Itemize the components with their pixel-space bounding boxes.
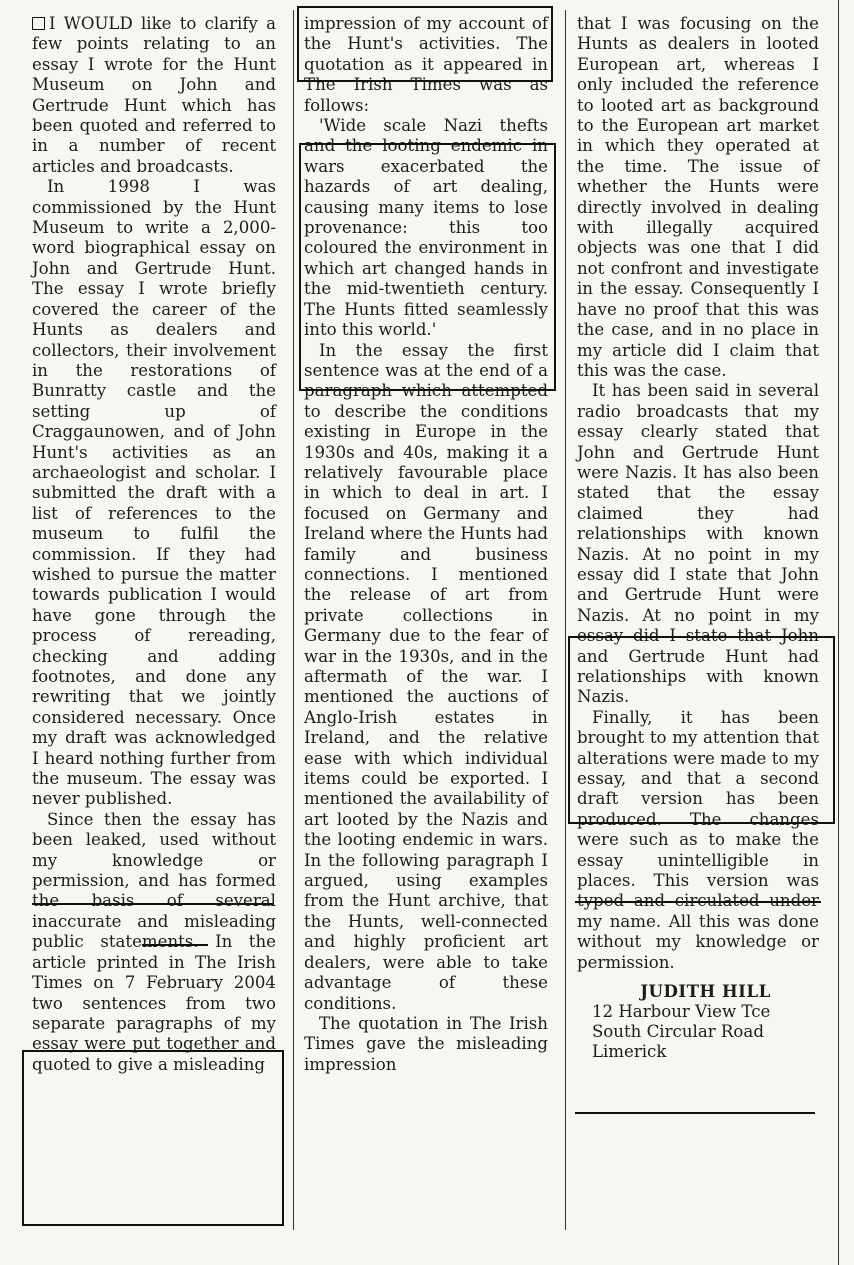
paragraph-4: impression of my account of the Hunt's activities. The quotation as it appeared in The Irish Times was as follows: xyxy=(304,14,548,115)
address-line-3: Limerick xyxy=(591,1042,667,1062)
paragraph-6: The quotation in The Irish Times gave the misleading impression xyxy=(304,1013,548,1074)
address-line-1: 12 Harbour View Tce xyxy=(591,1001,771,1021)
paragraph-2: In 1998 I was commissioned by the Hunt Museum to write a 2,000-word biographical essay on John and Gertrude Hunt. The essay I wrote briefly covered the career of the Hunts as dealers and collectors, their involvement in the restorations of Bunratty castle and the setting up of Craggaunowen, and of John Hunt's activities as an archaeologist and scholar. I submitted the draft with a list of references to the museum to fulfil the commission. If they had wished to pursue the matter towards publication I would have gone through the process of rereading, checking and adding footnotes, and done any rewriting that we jointly considered necessary. Once my draft was acknowledged I heard nothing further from the museum. The essay was never published. xyxy=(32,177,276,809)
column-1 xyxy=(32,14,276,1075)
highlight-box-misleading xyxy=(22,1050,284,1226)
column-rule-right xyxy=(838,0,839,1265)
underline-without-knowledge xyxy=(575,1112,815,1114)
paragraph-9: Finally, it has been brought to my attention that alterations were made to my essay, and that a second draft version has been produced. The changes were such as to make the essay unintelligible in places. This version was typed and circulated under my name. All this was done without my knowledge or permission. xyxy=(577,707,819,972)
column-rule-left xyxy=(293,10,294,1230)
checkbox-bullet-icon xyxy=(32,17,45,30)
quotation-paragraph: 'Wide scale Nazi thefts and the looting endemic in wars exacerbated the hazards of art dealing, causing many items to lose provenance: this too coloured the environment in which art changed hands in the mid-twentieth century. The Hunts fitted seamlessly into this world.' xyxy=(304,116,548,340)
paragraph-7: that I was focusing on the Hunts as dealers in looted European art, whereas I only included the reference to looted art as background to the European art market in which they operated at the time. The issue of whether the Hunts were directly involved in dealing with illegally acquired objects was one that I did not confront and investigate in the essay. Consequently I have no proof that this was the case, and in no place in my article did I claim that this was the case. xyxy=(577,14,819,380)
paragraph-1 xyxy=(32,14,276,177)
column-3 xyxy=(577,14,819,1063)
paragraph-3: Since then the essay has been leaked, used without my knowledge or permission, and has formed the basis of several inaccurate and misleading public statements. In the article printed in The Irish Times on 7 February 2004 two sentences from two separate paragraphs of my essay were put together and quoted to give a misleading xyxy=(32,809,276,1074)
paragraph-8: It has been said in several radio broadcasts that my essay clearly stated that John and Gertrude Hunt were Nazis. It has also been stated that the essay claimed they had relationships with known Nazis. At no point in my essay did I state that John and Gertrude Hunt were Nazis. At no point in my essay did I state that John and Gertrude Hunt had relationships with known Nazis. xyxy=(577,381,819,707)
column-2 xyxy=(304,14,548,1075)
signature-name: JUDITH HILL xyxy=(640,981,771,1002)
paragraph-1-text: I WOULD like to clarify a few points relating to an essay I wrote for the Hunt Museum on John and Gertrude Hunt which has been quoted and referred to in a number of recent articles and broadcasts. xyxy=(32,14,276,176)
address-line-2: South Circular Road xyxy=(591,1021,764,1041)
column-rule-middle xyxy=(565,10,566,1230)
paragraph-5: In the essay the first sentence was at the end of a paragraph which attempted to describe the conditions existing in Europe in the 1930s and 40s, making it a relatively favourable place in which to deal in art. I focused on Germany and Ireland where the Hunts had family and business connections. I mentioned the release of art from private collections in Germany due to the fear of war in the 1930s, and in the aftermath of the war. I mentioned the auctions of Anglo-Irish estates in Ireland, and the relative ease with which individual items could be exported. I mentioned the availability of art looted by the Nazis and the looting endemic in wars. In the following paragraph I argued, using examples from the Hunt archive, that the Hunts, well-connected and highly proficient art dealers, were able to take advantage of these conditions. xyxy=(304,340,548,1013)
signature-block xyxy=(577,981,819,1063)
